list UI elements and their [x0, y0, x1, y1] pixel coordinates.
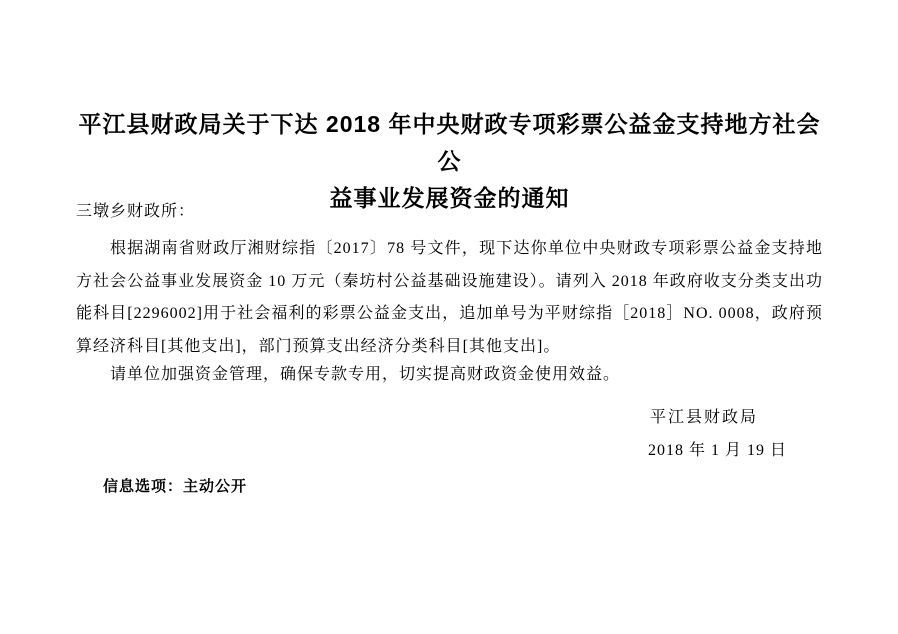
info-option-label: 信息选项： [103, 478, 184, 495]
paragraph-1-line-3: 能科目[2296002]用于社会福利的彩票公益金支出，追加单号为平财综指［2018］NO. 0008，政府预 [76, 305, 823, 323]
paragraph-1-line-4: 算经济科目[其他支出]，部门预算支出经济分类科目[其他支出]。 [76, 337, 561, 355]
info-option-value: 主动公开 [183, 478, 248, 495]
signature-date: 2018 年 1 月 19 日 [648, 442, 788, 459]
info-option-footer [103, 477, 247, 497]
paragraph-1-line-1: 根据湖南省财政厅湘财综指〔2017〕78 号文件，现下达你单位中央财政专项彩票公益金支持地 [110, 240, 823, 257]
title-line-1: 平江县财政局关于下达 2018 年中央财政专项彩票公益金支持地方社会公 [78, 111, 821, 174]
signature-org: 平江县财政局 [650, 409, 759, 426]
paragraph-2: 请单位加强资金管理，确保专款专用，切实提高财政资金使用效益。 [110, 366, 621, 383]
title-line-2: 益事业发展资金的通知 [329, 185, 570, 211]
paragraph-1 [76, 233, 823, 363]
paragraph-1-line-2: 方社会公益事业发展资金 10 万元（秦坊村公益基础设施建设）。请列入 2018 年政府收支分类支出功 [76, 272, 823, 290]
salutation: 三墩乡财政所： [76, 203, 196, 220]
